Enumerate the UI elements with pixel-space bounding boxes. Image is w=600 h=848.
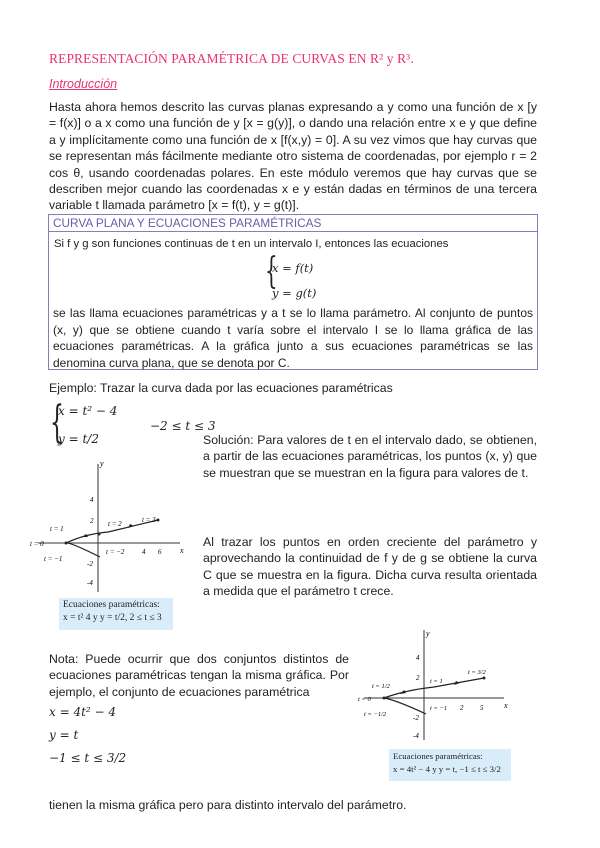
example-trace: Al trazar los puntos en orden creciente del parámetro y aprovechando la continuidad de f y de g se obtiene la curva C que se muestra en la figura. Dicha curva resulta orientada a medida que el parámetro t crece. [203, 535, 537, 599]
note-range: −1 ≤ t ≤ 3/2 [49, 751, 127, 765]
brace-symbol: { [265, 251, 278, 292]
label-t1: t = 1 [430, 678, 443, 685]
tick-y-neg2: -2 [413, 714, 419, 722]
definition-eq-x: x = f(t) [272, 261, 314, 275]
axis-label-y: y [426, 629, 430, 638]
label-tneg1: t = −1 [430, 705, 448, 712]
axis-label-y: y [100, 459, 104, 468]
note-eq-y: y = t [49, 728, 79, 742]
example-brace: { [50, 397, 64, 448]
label-tneg-half: t = −1/2 [364, 711, 387, 718]
graph1-caption [59, 598, 173, 630]
tick-y-4: 4 [90, 496, 94, 504]
label-t-half: t = 1/2 [372, 683, 390, 690]
label-t0: t = 0 [358, 696, 371, 703]
tick-y-neg2: -2 [87, 560, 93, 568]
page-title: REPRESENTACIÓN PARAMÉTRICA DE CURVAS EN R² y R³. [49, 51, 414, 66]
label-tneg2: t = −2 [106, 548, 125, 556]
label-t3: t = 3 [142, 516, 156, 524]
label-t3-2: t = 3/2 [468, 669, 486, 676]
point-t1 [98, 533, 101, 536]
axis-label-x: x [504, 701, 508, 710]
definition-eq-y: y = g(t) [272, 286, 317, 300]
example-eq-y: y = t/2 [58, 432, 99, 446]
closing-line: tienen la misma gráfica pero para distinto intervalo del parámetro. [49, 798, 407, 812]
axis-label-x: x [180, 546, 184, 555]
tick-x-4: 4 [142, 548, 146, 556]
graph-example-1 [30, 454, 190, 594]
example-range: −2 ≤ t ≤ 3 [150, 419, 216, 433]
section-heading-introduccion: Introducción [49, 77, 118, 91]
definition-box-title: CURVA PLANA Y ECUACIONES PARAMÉTRICAS [49, 215, 537, 232]
intro-paragraph: Hasta ahora hemos descrito las curvas planas expresando a y como una función de x [y = f(x)] o a x como una función de y [x = g(y)], o dando una relación entre x e y que define a y implícitamente como una función de x [f(x,y) = 0]. A su vez vimos que hay curvas que se representan más fácilmente mediante otro sistema de coordenadas, por ejemplo r = 2 cos θ, usando coordenadas polares. En este módulo veremos que hay curvas que se describen mejor cuando las coordenadas x e y están dadas en términos de una tercera variable t llamada parámetro [x = f(t), y = g(t)]. [49, 100, 537, 213]
point-t3-2 [483, 677, 486, 680]
definition-text: se las llama ecuaciones paramétricas y a t se lo llama parámetro. Al conjunto de puntos (x, y) que se obtiene cuando t varía sobre el intervalo I se lo llama gráfica de las ecuaciones paramétricas. A la gráfica junto a sus ecuaciones paramétricas se las denomina curva plana, que se denota por C. [53, 306, 533, 370]
curve-arrow [128, 524, 134, 528]
label-tneg1: t = −1 [44, 555, 63, 563]
tick-y-2: 2 [416, 674, 420, 682]
graph-example-2 [356, 628, 516, 746]
point-t3 [157, 519, 160, 522]
note-paragraph: Nota: Puede ocurrir que dos conjuntos distintos de ecuaciones paramétricas tengan la misma gráfica. Por ejemplo, el conjunto de ecuaciones paramétrica [49, 652, 349, 699]
point-t0 [383, 697, 386, 700]
note-eq-x: x = 4t² − 4 [49, 705, 117, 719]
label-t2: t = 2 [108, 520, 122, 528]
graph2-caption-eq: x = 4t² − 4 y y = t, −1 ≤ t ≤ 3/2 [393, 764, 501, 774]
example-heading: Ejemplo: Trazar la curva dada por las ecuaciones paramétricas [49, 381, 393, 395]
definition-intro-line: Si f y g son funciones continuas de t en un intervalo I, entonces las ecuaciones [54, 238, 449, 250]
graph2-caption [389, 749, 511, 781]
point-t0 [65, 542, 68, 545]
label-t1: t = 1 [50, 525, 64, 533]
tick-y-2: 2 [90, 517, 94, 525]
curve-arrow [400, 690, 406, 694]
tick-y-4: 4 [416, 654, 420, 662]
graph1-caption-eq: x = t² 4 y y = t/2, 2 ≤ t ≤ 3 [63, 613, 162, 623]
label-t0: t = 0 [30, 540, 44, 548]
graph2-caption-title: Ecuaciones paramétricas: [393, 751, 483, 761]
tick-y-neg4: -4 [87, 579, 93, 587]
example-solution: Solución: Para valores de t en el intervalo dado, se obtienen, a partir de las ecuaciones paramétricas, los puntos (x, y) que se muestran que se muestran en la figura para valores de t. [203, 433, 537, 480]
tick-x-6: 6 [158, 548, 162, 556]
graph1-caption-title: Ecuaciones paramétricas: [63, 600, 160, 610]
tick-y-neg4: -4 [413, 732, 419, 740]
example-eq-x: x = t² − 4 [58, 404, 118, 418]
tick-x-2: 2 [460, 704, 464, 712]
tick-x-5: 5 [480, 704, 484, 712]
